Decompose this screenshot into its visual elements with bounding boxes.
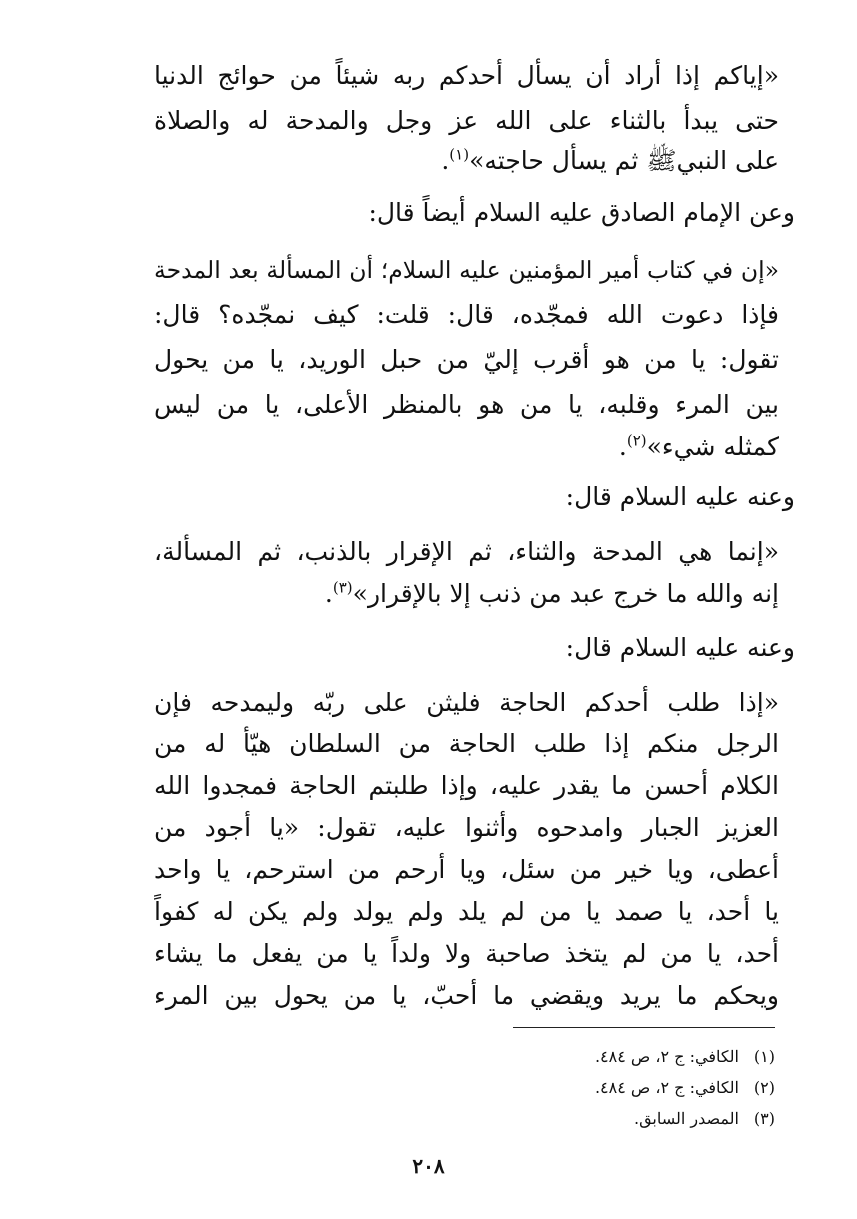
footnote-text: المصدر السابق. [633,1109,739,1128]
text-line: بين المرء وقلبه، يا من هو بالمنظر الأعلى، يا من ليس [154,390,779,419]
footnote [475,1106,775,1132]
text-line: على النبيﷺ ثم يسأل حاجته»$^{(١)}$. [441,145,779,175]
narration-intro: وعن الإمام الصادق عليه السلام أيضاً قال: [368,198,795,227]
footnote-separator [513,1027,775,1028]
text-line: أعطى، ويا خير من سئل، ويا أرحم من استرحم، يا واحد [154,855,779,884]
text-line: حتى يبدأ بالثناء على الله عز وجل والمدحة له والصلاة [154,106,779,135]
text-line-content: إنه والله ما خرج عبد من ذنب إلا بالإقرار» [352,579,779,608]
footnote-text: الكافي: ج ٢، ص ٤٨٤. [594,1047,739,1066]
footnote-text: الكافي: ج ٢، ص ٤٨٤. [594,1078,739,1097]
text-line-content: كمثله شيء» [646,432,779,461]
text-line: تقول: يا من هو أقرب إليّ من حبل الوريد، يا من يحول [154,345,779,374]
footnote-number: (٢) [753,1078,775,1097]
footnote-number: (١) [753,1047,775,1066]
text-line: كمثله شيء»$^{(٢)}$. [618,431,779,461]
footnote-ref: (٢) [626,431,647,450]
text-line: الكلام أحسن ما يقدر عليه، وإذا طلبتم الحاجة فمجدوا الله [154,771,779,800]
text-line: الرجل منكم إذا طلب الحاجة من السلطان هيّأ له من [154,729,779,758]
text-line: يا أحد، يا صمد يا من لم يلد ولم يولد ولم يكن له كفواً [154,897,779,926]
narration-intro: وعنه عليه السلام قال: [565,633,795,662]
footnote-ref: (١) [449,145,470,164]
text-line: فإذا دعوت الله فمجّده، قال: قلت: كيف نمجّده؟ قال: [154,300,779,329]
text-line: إنه والله ما خرج عبد من ذنب إلا بالإقرار»$^{(٣)}$. [324,578,779,608]
page-number: ٢٠٨ [412,1154,445,1178]
text-line: «إن في كتاب أمير المؤمنين عليه السلام؛ أن المسألة بعد المدحة [154,256,779,284]
text-line-content: على النبيﷺ ثم يسأل حاجته» [469,146,779,175]
text-line: أحد، يا من لم يتخذ صاحبة ولا ولداً يا من يفعل ما يشاء [154,939,779,968]
text-line: «إياكم إذا أراد أن يسأل أحدكم ربه شيئاً من حوائج الدنيا [154,61,779,90]
text-line: «إذا طلب أحدكم الحاجة فليثن على ربّه وليمدحه فإن [154,688,779,717]
text-line: ويحكم ما يريد ويقضي ما أحبّ، يا من يحول بين المرء [154,981,779,1010]
footnote [475,1044,775,1070]
footnote [475,1075,775,1101]
narration-intro: وعنه عليه السلام قال: [565,482,795,511]
text-line: العزيز الجبار وامدحوه وأثنوا عليه، تقول: «يا أجود من [154,813,779,842]
text-line: «إنما هي المدحة والثناء، ثم الإقرار بالذنب، ثم المسألة، [154,537,779,566]
footnote-number: (٣) [753,1109,775,1128]
footnote-ref: (٣) [332,578,353,597]
